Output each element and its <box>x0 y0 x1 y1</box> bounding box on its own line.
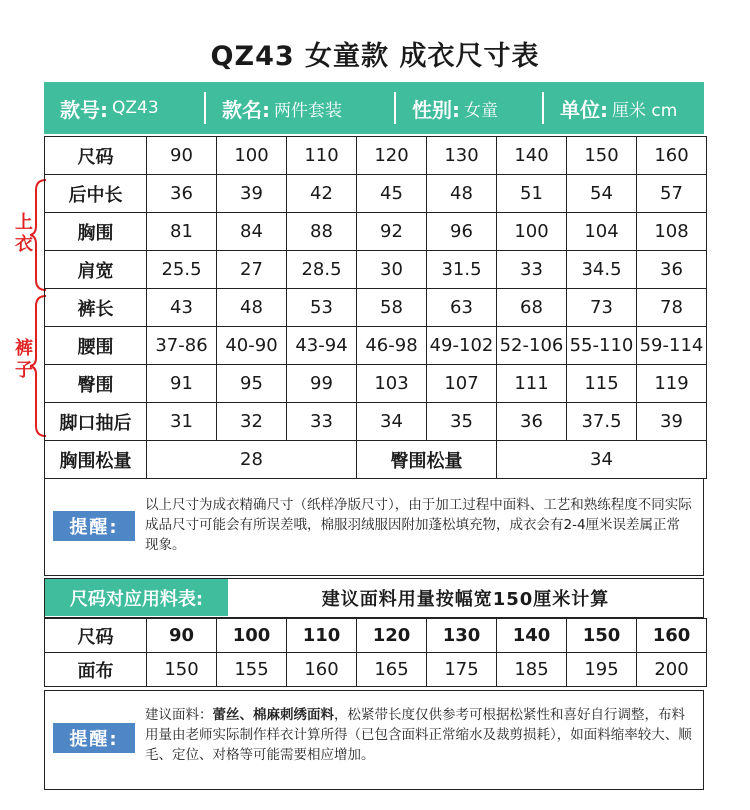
tip-text-2-body: ，松紧带长度仅供参考可根据松紧性和喜好自行调整，布料用量由老师实际制作样衣计算所得（已包含面料正常缩水及裁剪损耗），如面料缩率较大、顺毛、定位、对格等可能需要相应增加。 <box>145 707 692 763</box>
table-cell: 35 <box>427 403 497 441</box>
side-label-top-text: 上衣 <box>15 212 33 255</box>
tip-text-2 <box>145 705 693 765</box>
table-cell: 107 <box>427 365 497 403</box>
table-row <box>45 653 707 687</box>
fabric-row-label: 面布 <box>45 653 147 687</box>
table-cell: 88 <box>287 213 357 251</box>
table-cell: 115 <box>567 365 637 403</box>
table-cell: 58 <box>357 289 427 327</box>
fabric-header-row <box>45 619 707 653</box>
fabric-bar-text: 建议面料用量按幅宽150厘米计算 <box>321 588 610 610</box>
table-cell: 84 <box>217 213 287 251</box>
size-cell: 100 <box>217 137 287 175</box>
table-cell: 165 <box>357 653 427 687</box>
row-label: 肩宽 <box>45 251 147 289</box>
table-cell: 73 <box>567 289 637 327</box>
table-cell: 96 <box>427 213 497 251</box>
table-cell: 68 <box>497 289 567 327</box>
table-cell: 43-94 <box>287 327 357 365</box>
table-cell: 119 <box>637 365 707 403</box>
table-cell: 59-114 <box>637 327 707 365</box>
table-cell: 175 <box>427 653 497 687</box>
row-label: 裤长 <box>45 289 147 327</box>
table-cell: 31 <box>147 403 217 441</box>
table-cell: 111 <box>497 365 567 403</box>
header-bar <box>44 82 704 134</box>
table-cell: 39 <box>637 403 707 441</box>
size-cell: 140 <box>497 137 567 175</box>
table-cell: 99 <box>287 365 357 403</box>
table-cell: 33 <box>497 251 567 289</box>
fabric-header-label: 尺码 <box>45 619 147 653</box>
table-cell: 31.5 <box>427 251 497 289</box>
size-cell: 110 <box>287 137 357 175</box>
table-cell: 49-102 <box>427 327 497 365</box>
table-cell: 51 <box>497 175 567 213</box>
table-cell: 27 <box>217 251 287 289</box>
size-cell: 150 <box>567 619 637 653</box>
table-cell: 46-98 <box>357 327 427 365</box>
table-cell: 81 <box>147 213 217 251</box>
row-label: 胸围 <box>45 213 147 251</box>
hip-ease-value: 34 <box>497 441 707 479</box>
hip-ease-label: 臀围松量 <box>357 441 497 479</box>
table-cell: 30 <box>357 251 427 289</box>
table-cell: 33 <box>287 403 357 441</box>
table-cell: 37.5 <box>567 403 637 441</box>
side-label-bottom-text: 裤子 <box>15 338 33 381</box>
table-cell: 63 <box>427 289 497 327</box>
fabric-table <box>44 618 707 687</box>
size-cell: 130 <box>427 619 497 653</box>
table-cell: 34 <box>357 403 427 441</box>
unit <box>544 82 702 134</box>
fabric-bar <box>44 578 704 618</box>
chest-ease-label: 胸围松量 <box>45 441 147 479</box>
style-name <box>206 82 394 134</box>
table-cell: 39 <box>217 175 287 213</box>
table-cell: 40-90 <box>217 327 287 365</box>
table-cell: 45 <box>357 175 427 213</box>
table-cell: 48 <box>427 175 497 213</box>
table-cell: 52-106 <box>497 327 567 365</box>
table-cell: 53 <box>287 289 357 327</box>
style-name-key: 款名: <box>222 97 270 122</box>
row-label: 臀围 <box>45 365 147 403</box>
tip-tag-1: 提醒: <box>53 511 135 541</box>
tip-box-1 <box>44 478 704 576</box>
table-cell: 57 <box>637 175 707 213</box>
table-row <box>45 403 707 441</box>
style-name-value: 两件套装 <box>274 100 342 121</box>
table-cell: 78 <box>637 289 707 327</box>
ease-row <box>45 441 707 479</box>
table-cell: 155 <box>217 653 287 687</box>
table-cell: 34.5 <box>567 251 637 289</box>
table-cell: 48 <box>217 289 287 327</box>
table-cell: 160 <box>287 653 357 687</box>
chest-ease-value: 28 <box>147 441 357 479</box>
size-cell: 90 <box>147 137 217 175</box>
row-label: 腰围 <box>45 327 147 365</box>
table-cell: 32 <box>217 403 287 441</box>
size-header-label: 尺码 <box>45 137 147 175</box>
tip-tag-2: 提醒: <box>53 723 135 753</box>
table-cell: 42 <box>287 175 357 213</box>
table-row <box>45 213 707 251</box>
table-cell: 108 <box>637 213 707 251</box>
size-cell: 100 <box>217 619 287 653</box>
size-cell: 150 <box>567 137 637 175</box>
style-no-key: 款号: <box>60 97 108 122</box>
table-cell: 150 <box>147 653 217 687</box>
gender-value: 女童 <box>464 100 498 121</box>
size-header-row <box>45 137 707 175</box>
row-label: 后中长 <box>45 175 147 213</box>
size-cell: 90 <box>147 619 217 653</box>
table-cell: 25.5 <box>147 251 217 289</box>
table-cell: 195 <box>567 653 637 687</box>
table-cell: 36 <box>637 251 707 289</box>
table-cell: 103 <box>357 365 427 403</box>
table-cell: 36 <box>497 403 567 441</box>
size-table <box>44 136 707 479</box>
table-cell: 92 <box>357 213 427 251</box>
page-title: QZ43 女童款 成衣尺寸表 <box>210 41 540 72</box>
unit-key: 单位: <box>560 97 608 122</box>
style-no <box>44 82 204 134</box>
tip-box-2 <box>44 690 704 790</box>
gender <box>396 82 542 134</box>
table-cell: 36 <box>147 175 217 213</box>
table-cell: 28.5 <box>287 251 357 289</box>
size-cell: 130 <box>427 137 497 175</box>
tip-text-2-bold: 蕾丝、棉麻刺绣面料 <box>212 707 334 723</box>
row-label: 脚口抽后 <box>45 403 147 441</box>
table-row <box>45 365 707 403</box>
table-row <box>45 327 707 365</box>
table-cell: 55-110 <box>567 327 637 365</box>
table-row <box>45 175 707 213</box>
size-cell: 160 <box>637 619 707 653</box>
size-cell: 120 <box>357 137 427 175</box>
table-cell: 54 <box>567 175 637 213</box>
size-cell: 160 <box>637 137 707 175</box>
gender-key: 性别: <box>412 97 460 122</box>
unit-value: 厘米 cm <box>612 100 678 121</box>
table-cell: 185 <box>497 653 567 687</box>
table-cell: 95 <box>217 365 287 403</box>
table-cell: 100 <box>497 213 567 251</box>
table-cell: 200 <box>637 653 707 687</box>
size-cell: 140 <box>497 619 567 653</box>
table-cell: 91 <box>147 365 217 403</box>
table-row <box>45 289 707 327</box>
size-cell: 110 <box>287 619 357 653</box>
tip-text-1: 以上尺寸为成衣精确尺寸（纸样净版尺寸），由于加工过程中面料、工艺和熟练程度不同实际成品尺寸可能会有所误差哦，棉服羽绒服因附加蓬松填充物，成衣会有2-4厘米误差属正常现象。 <box>145 497 692 553</box>
table-cell: 104 <box>567 213 637 251</box>
tip-text-2-prefix: 建议面料： <box>145 707 213 723</box>
table-cell: 37-86 <box>147 327 217 365</box>
table-row <box>45 251 707 289</box>
fabric-bar-tag: 尺码对应用料表: <box>45 579 228 616</box>
table-cell: 43 <box>147 289 217 327</box>
size-cell: 120 <box>357 619 427 653</box>
style-no-value: QZ43 <box>112 98 159 118</box>
